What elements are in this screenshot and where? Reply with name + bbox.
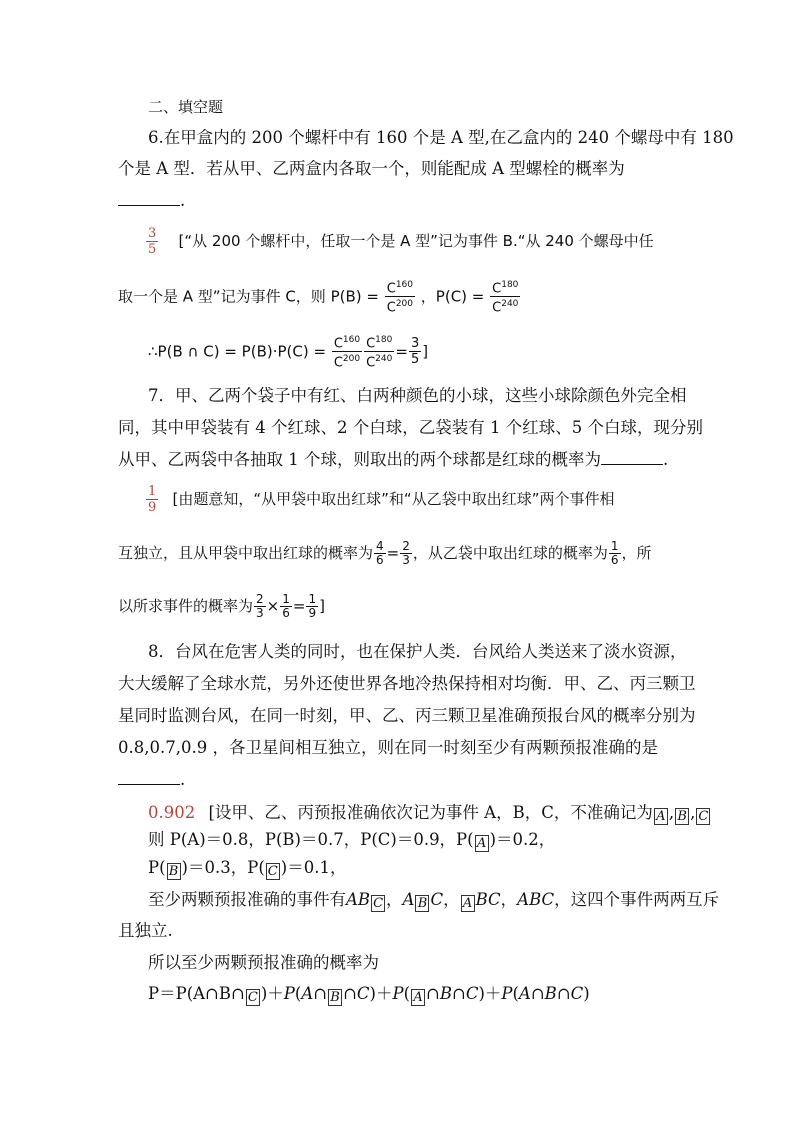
fraction: $\frac{2}{3}$ bbox=[256, 592, 264, 620]
complement-b-box: B bbox=[328, 989, 342, 1006]
answer-blank bbox=[118, 191, 180, 206]
q6-solution-line2: 取一个是 A 型”记为事件 C，则 P(B) = $\frac{C^{160}}{C^{200}}$ ，P(C) = $\frac{C^{180}}{C^{240}}$ bbox=[118, 280, 519, 316]
q8-solution-line6: 所以至少两颗预报准确的概率为 bbox=[148, 953, 379, 972]
complement-c-box: C bbox=[371, 895, 385, 912]
q8-solution-line5: 且独立. bbox=[118, 921, 173, 940]
fraction: $\frac{1}{9}$ bbox=[308, 592, 317, 620]
q8-line3: 星同时监测台风，在同一时刻，甲、乙、丙三颗卫星准确预报台风的概率分别为 bbox=[118, 706, 696, 725]
q8-solution-line1: 0.902 [设甲、乙、丙预报准确依次记为事件 A，B，C，不准确记为 A , B , C bbox=[148, 802, 711, 825]
q6-line2: 个是 A 型．若从甲、乙两盒内各取一个，则能配成 A 型螺栓的概率为 bbox=[118, 159, 625, 178]
combination-fraction: $\frac{C^{160}}{C^{200}}$ bbox=[333, 335, 361, 371]
answer-blank bbox=[601, 450, 663, 465]
section-title: 二、填空题 bbox=[148, 98, 224, 116]
q7-solution-line2: 互独立，且从甲袋中取出红球的概率为 $\frac{4}{6}$ = $\frac{2}{3}$ ，从乙袋中取出红球的概率为 $\frac{1}{6}$ ，所 bbox=[118, 539, 652, 567]
q6-line3: . bbox=[118, 190, 185, 212]
q8-solution-line3: P( B )＝0.3，P( C )＝0.1， bbox=[148, 858, 347, 879]
q8-line5: . bbox=[118, 769, 185, 791]
complement-b-box: B bbox=[675, 808, 689, 825]
q8-answer: 0.902 bbox=[148, 803, 196, 822]
complement-c-box: C bbox=[696, 808, 710, 825]
q6-solution-line3: ∴P(B ∩ C) = P(B)·P(C) = $\frac{C^{160}}{C^{200}}$ $\frac{C^{180}}{C^{240}}$ = $\frac{3}{5}$ ] bbox=[148, 335, 429, 371]
q6-solution-line1: $\frac{3}{5}$ [“从 200 个螺杆中，任取一个是 A 型”记为事件 B.“从 240 个螺母中任 bbox=[148, 226, 654, 257]
q7-solution-line1: $\frac{1}{9}$ [由题意知，“从甲袋中取出红球”和“从乙袋中取出红球”两个事件相 bbox=[148, 484, 615, 515]
complement-a-box: A bbox=[411, 989, 425, 1006]
q7-line1: 7．甲、乙两个袋子中有红、白两种颜色的小球，这些小球除颜色外完全相 bbox=[148, 386, 687, 405]
q8-line2: 大大缓解了全球水荒，另外还使世界各地冷热保持相对均衡．甲、乙、丙三颗卫 bbox=[118, 674, 696, 693]
q7-answer-fraction: $\frac{1}{9}$ bbox=[148, 484, 157, 515]
combination-fraction: $\frac{C^{180}}{C^{240}}$ bbox=[492, 280, 519, 316]
q8-solution-line2: 则 P(A)＝0.8，P(B)＝0.7，P(C)＝0.9，P( A )＝0.2， bbox=[148, 830, 556, 851]
complement-a-box: A bbox=[461, 895, 475, 912]
q6-line1: 6.在甲盒内的 200 个螺杆中有 160 个是 A 型,在乙盒内的 240 个螺母中有 180 bbox=[148, 128, 734, 147]
fraction: $\frac{2}{3}$ bbox=[402, 539, 410, 567]
complement-a-box: A bbox=[475, 835, 489, 852]
fraction: $\frac{3}{5}$ bbox=[410, 336, 420, 368]
combination-fraction: $\frac{C^{160}}{C^{200}}$ bbox=[386, 280, 414, 316]
q8-line1: 8．台风在危害人类的同时，也在保护人类．台风给人类送来了淡水资源， bbox=[148, 642, 687, 661]
q8-solution-line7: P＝P(A∩B∩ C )＋P(A∩ B ∩C)＋P( A ∩B∩C)＋P(A∩B∩C) bbox=[148, 984, 590, 1005]
q7-line3: 从甲、乙两袋中各抽取 1 个球，则取出的两个球都是红球的概率为 . bbox=[118, 450, 669, 469]
complement-b-box: B bbox=[167, 863, 181, 880]
q8-solution-line4: 至少两颗预报准确的事件有AB C ，A B C， A BC，ABC，这四个事件两两互斥 bbox=[148, 890, 720, 911]
complement-b-box: B bbox=[415, 895, 429, 912]
q7-solution-line3: 以所求事件的概率为 $\frac{2}{3}$ × $\frac{1}{6}$ = $\frac{1}{9}$ ] bbox=[118, 592, 325, 620]
combination-fraction: $\frac{C^{180}}{C^{240}}$ bbox=[366, 335, 393, 371]
complement-c-box: C bbox=[266, 863, 280, 880]
q7-line2: 同，其中甲袋装有 4 个红球、2 个白球，乙袋装有 1 个红球、5 个白球，现分别 bbox=[118, 418, 703, 437]
fraction: $\frac{4}{6}$ bbox=[376, 539, 384, 567]
q8-line4: 0.8,0.7,0.9 ，各卫星间相互独立，则在同一时刻至少有两颗预报准确的是 bbox=[118, 738, 658, 757]
fraction: $\frac{1}{6}$ bbox=[282, 592, 290, 620]
answer-blank bbox=[118, 770, 180, 785]
complement-a-box: A bbox=[654, 808, 668, 825]
fraction: $\frac{1}{6}$ bbox=[610, 539, 619, 567]
q6-answer-fraction: $\frac{3}{5}$ bbox=[148, 226, 157, 257]
complement-c-box: C bbox=[246, 989, 260, 1006]
